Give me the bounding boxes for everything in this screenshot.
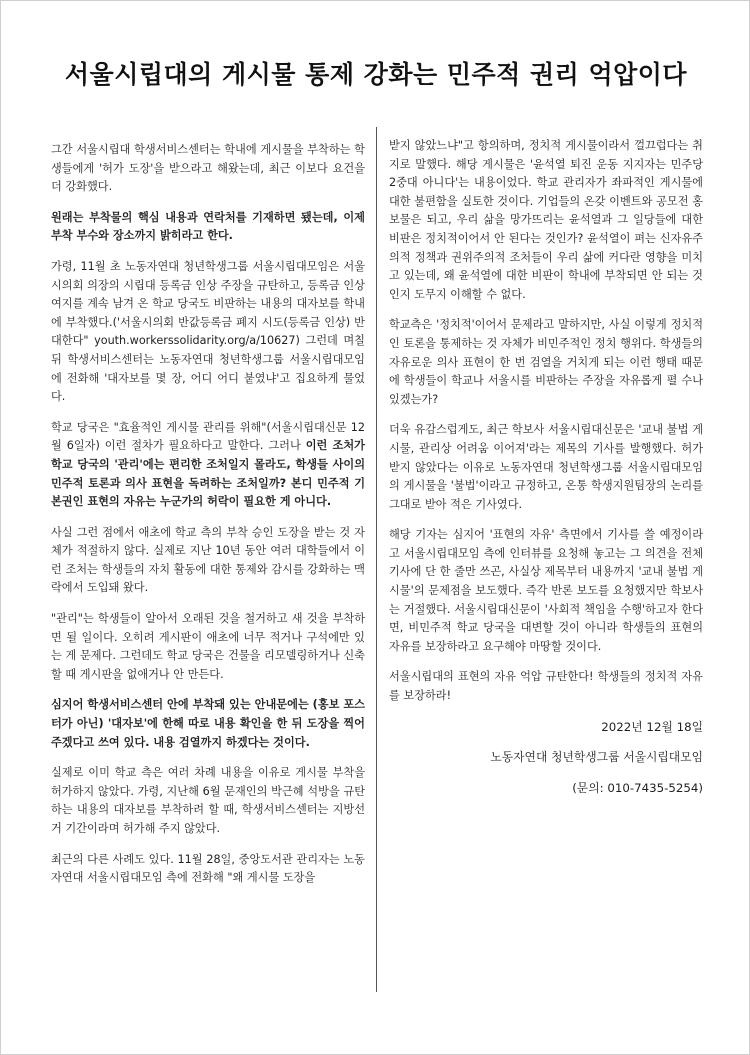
paragraph: 학교측은 '정치적'이어서 문제라고 말하지만, 사실 이렇게 정치적인 토론을 통제하는 것 자체가 비민주적인 정치 행위다. 학생들의 자유로운 의사 표현이 한 번 검열을 거치게 되는 이런 행태 때문에 학생들이 학교나 서울시를 비판하는 주장을 자유롭게 펼 수나 있겠는가? [389, 318, 703, 406]
paragraph [51, 419, 365, 512]
paragraph: 더욱 유감스럽게도, 최근 학보사 서울시립대신문은 '교내 불법 게시물, 관리상 어려움 이어져'라는 제목의 기사를 발행했다. 허가받지 않았다는 이유로 노동자연대 청년학생그룹 서울시립대모임의 게시물을 '불법'이라고 규정하고, 온통 학생지원팀장의 논리를 그대로 받아 적은 기사였다. [389, 423, 703, 511]
closing-statement: 서울시립대의 표현의 자유 억압 규탄한다! 학생들의 정치적 자유를 보장하라! [389, 670, 703, 703]
paragraph-text: 학교 당국은 "효율적인 게시물 관리를 위해"(서울시립대신문 12월 6일자) 이런 절차가 필요하다고 말한다. 그러나 [51, 420, 365, 453]
bold-paragraph: 심지어 학생서비스센터 안에 부착돼 있는 안내문에는 (홍보 포스터가 아닌) '대자보'에 한해 따로 내용 확인을 한 뒤 도장을 찍어 주겠다고 쓰여 있다. 내용 검열까지 하겠다는 것이다. [51, 698, 365, 749]
paragraph: 받지 않았느냐"고 항의하며, 정치적 게시물이라서 껄끄럽다는 취지로 말했다. 해당 게시물은 '윤석열 퇴진 운동 지지자는 민주당 2중대 아니다'는 내용이었다. 학교 관리자가 좌파적인 게시물에 대한 불편함을 실토한 것이다. 기업들의 온갖 이벤트와 공모전 홍보물은 되고, 우리 삶을 망가뜨리는 윤석열과 그 일당들에 대한 비판은 정치적이어서 안 된다는 것인가? 윤석열이 펴는 신자유주의적 정책과 권위주의적 조처들이 우리 삶에 커다란 영향을 미치고 있는데, 왜 윤석열에 대한 비판이 학내에 부착되면 안 되는 것인지 도무지 이해할 수 없다. [389, 139, 703, 301]
column-divider [376, 127, 377, 992]
contact-info: (문의: 010-7435-5254) [572, 780, 703, 795]
left-column [51, 141, 365, 900]
signature-date: 2022년 12월 18일 [601, 719, 703, 734]
paragraph: 실제로 이미 학교 측은 여러 차례 내용을 이유로 게시물 부착을 허가하지 않았다. 가령, 지난해 6월 문재인의 박근혜 석방을 규탄하는 내용의 대자보를 부착하려 할 때, 학생서비스센터는 지방선거 기간이라며 허가해 주지 않았다. [51, 766, 365, 835]
document-title: 서울시립대의 게시물 통제 강화는 민주적 권리 억압이다 [64, 60, 688, 89]
paragraph: 해당 기자는 심지어 '표현의 자유' 측면에서 기사를 쓸 예정이라고 서울시립대모임 측에 인터뷰를 요청해 놓고는 그 의견을 전체 기사에 단 한 줄만 쓰곤, 사실상 제목부터 내용까지 '교내 불법 게시물'의 문제점을 보도했다. 즉각 반론 보도를 요청했지만 학보사는 거절했다. 서울시립대신문이 '사회적 책임을 수행'하고자 한다면, 비민주적 학교 당국을 대변할 것이 아니라 학생들의 표현의 자유를 보장하라고 요구해야 마땅할 것이다. [389, 528, 703, 653]
paragraph: 가령, 11월 초 노동자연대 청년학생그룹 서울시립대모임은 서울시의회 의장의 시립대 등록금 인상 주장을 규탄하고, 등록금 인상 여지를 계속 남겨 온 학교 당국도 비판하는 내용의 대자보를 학내에 부착했다.('서울시의회 반값등록금 폐지 시도(등록금 인상) 반대한다" youth.workerssolidarity.org/a/10627) 그런데 며칠 뒤 학생서비스센터는 노동자연대 청년학생그룹 서울시립대모임에 전화해 '대자보를 몇 장, 어디 어디 붙였냐'고 집요하게 물었다. [51, 259, 365, 404]
paragraph: 그간 서울시립대 학생서비스센터는 학내에 게시물을 부착하는 학생들에게 '허가 도장'을 받으라고 해왔는데, 최근 이보다 요건을 더 강화했다. [51, 143, 365, 194]
paragraph: 사실 그런 점에서 애초에 학교 측의 부착 승인 도장을 받는 것 자체가 적절하지 않다. 실제로 지난 10년 동안 여러 대학들에서 이런 조처는 학생들의 자치 활동에 대한 통제와 감시를 강화하는 맥락에서 도입돼 왔다. [51, 525, 365, 595]
bold-text: 이런 조처가 학교 당국의 '관리'에는 편리한 조처일지 몰라도, 학생들 사이의 민주적 토론과 의사 표현을 독려하는 조처일까? 본디 민주적 기본권인 표현의 자유는 누군가의 허락이 필요한 게 아니다. [51, 439, 365, 509]
bold-paragraph: 원래는 부착물의 핵심 내용과 연락처를 기재하면 됐는데, 이제 부착 부수와 장소까지 밝히라고 한다. [51, 210, 365, 243]
paragraph: 최근의 다른 사례도 있다. 11월 28일, 중앙도서관 관리자는 노동자연대 서울시립대모임 측에 전화해 "왜 게시물 도장을 [51, 852, 365, 885]
signature-organization: 노동자연대 청년학생그룹 서울시립대모임 [490, 750, 703, 765]
paragraph: "관리"는 학생들이 알아서 오래된 것을 철거하고 새 것을 부착하면 될 일이다. 오히려 게시판이 애초에 너무 적거나 구석에만 있는 게 문제다. 그런데도 학교 당국은 건물을 리모델링하거나 신축할 때 게시판을 없애거나 안 만든다. [51, 612, 365, 681]
right-column [389, 137, 703, 809]
